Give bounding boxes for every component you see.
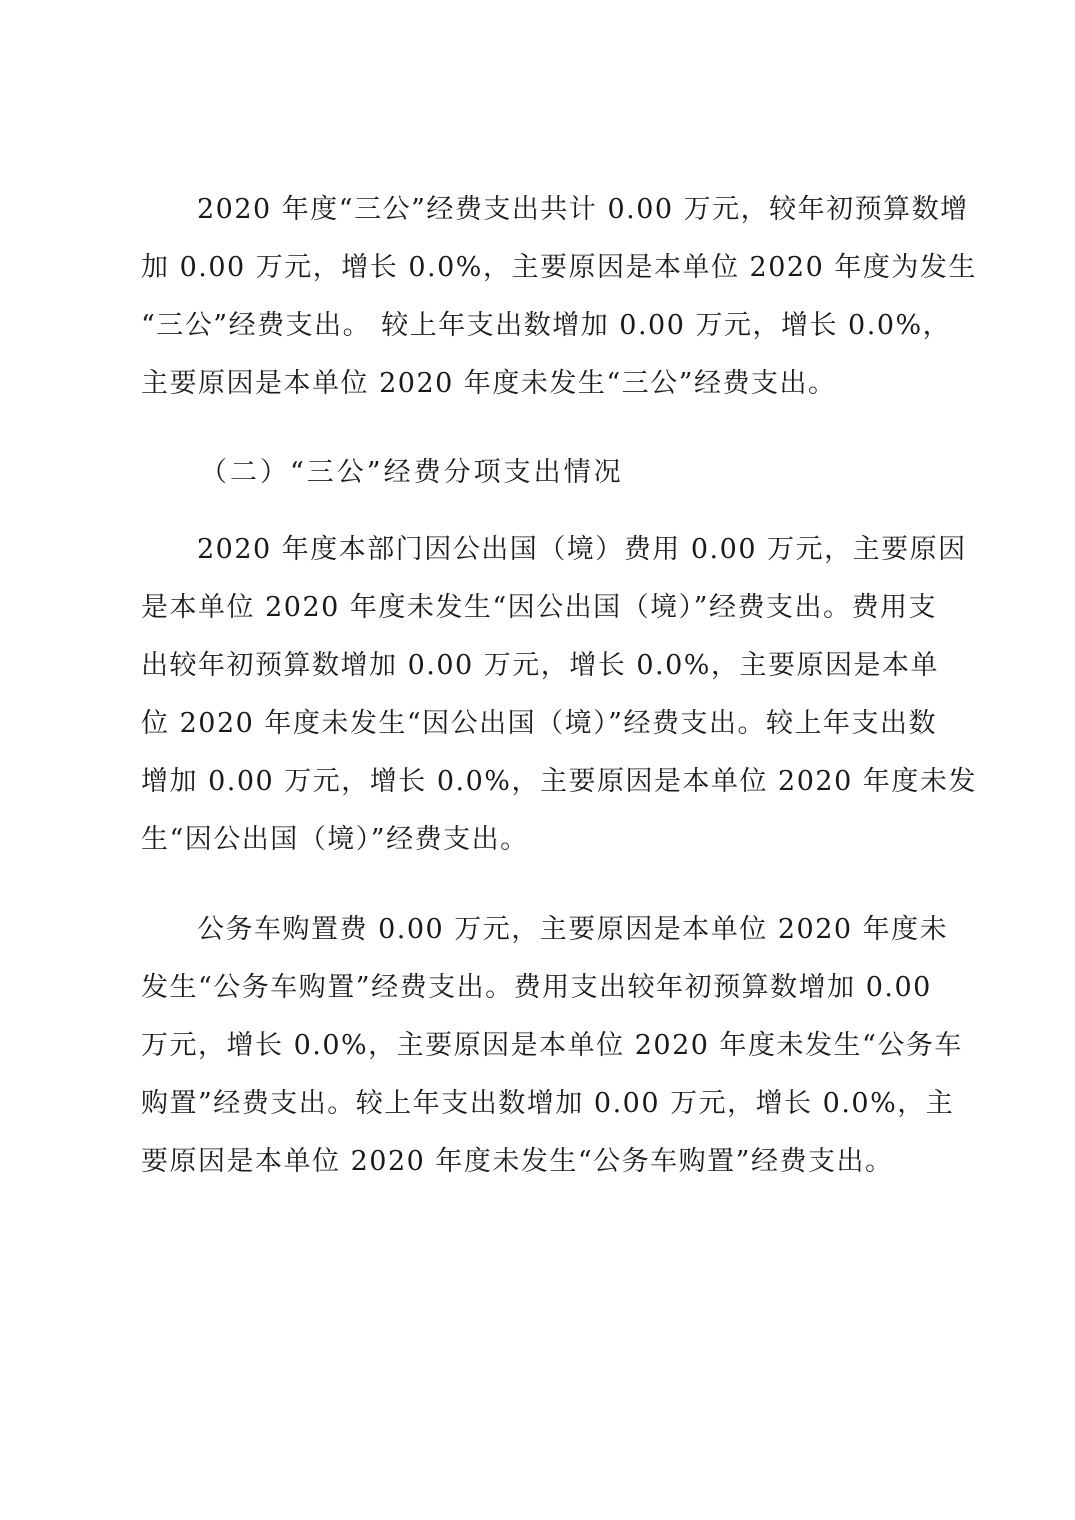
text-line: 公务车购置费 0.00 万元，主要原因是本单位 2020 年度未 [197, 914, 949, 945]
text-line: 要原因是本单位 2020 年度未发生“公务车购置”经费支出。 [141, 1146, 894, 1177]
text-line: “三公”经费支出。 较上年支出数增加 0.00 万元，增长 0.0%， [141, 310, 952, 341]
text-line: 位 2020 年度未发生“因公出国（境）”经费支出。较上年支出数 [141, 708, 937, 739]
text-line: 是本单位 2020 年度未发生“因公出国（境）”经费支出。费用支 [141, 592, 937, 623]
text-line: 购置”经费支出。较上年支出数增加 0.00 万元，增长 0.0%，主 [141, 1088, 955, 1119]
text-line: 万元，增长 0.0%，主要原因是本单位 2020 年度未发生“公务车 [141, 1030, 963, 1061]
text-line: 2020 年度“三公”经费支出共计 0.00 万元，较年初预算数增 [197, 194, 969, 225]
section-heading: （二）“三公”经费分项支出情况 [200, 457, 624, 488]
text-line: 2020 年度本部门因公出国（境）费用 0.00 万元，主要原因 [197, 534, 967, 565]
text-line: 生“因公出国（境）”经费支出。 [141, 824, 529, 855]
text-line: 加 0.00 万元，增长 0.0%，主要原因是本单位 2020 年度为发生 [141, 252, 977, 283]
text-line: 出较年初预算数增加 0.00 万元，增长 0.0%，主要原因是本单 [141, 650, 939, 681]
text-line: 主要原因是本单位 2020 年度未发生“三公”经费支出。 [141, 368, 837, 399]
text-line: 发生“公务车购置”经费支出。费用支出较年初预算数增加 0.00 [141, 972, 932, 1003]
text-line: 增加 0.00 万元，增长 0.0%，主要原因是本单位 2020 年度未发 [141, 766, 977, 797]
